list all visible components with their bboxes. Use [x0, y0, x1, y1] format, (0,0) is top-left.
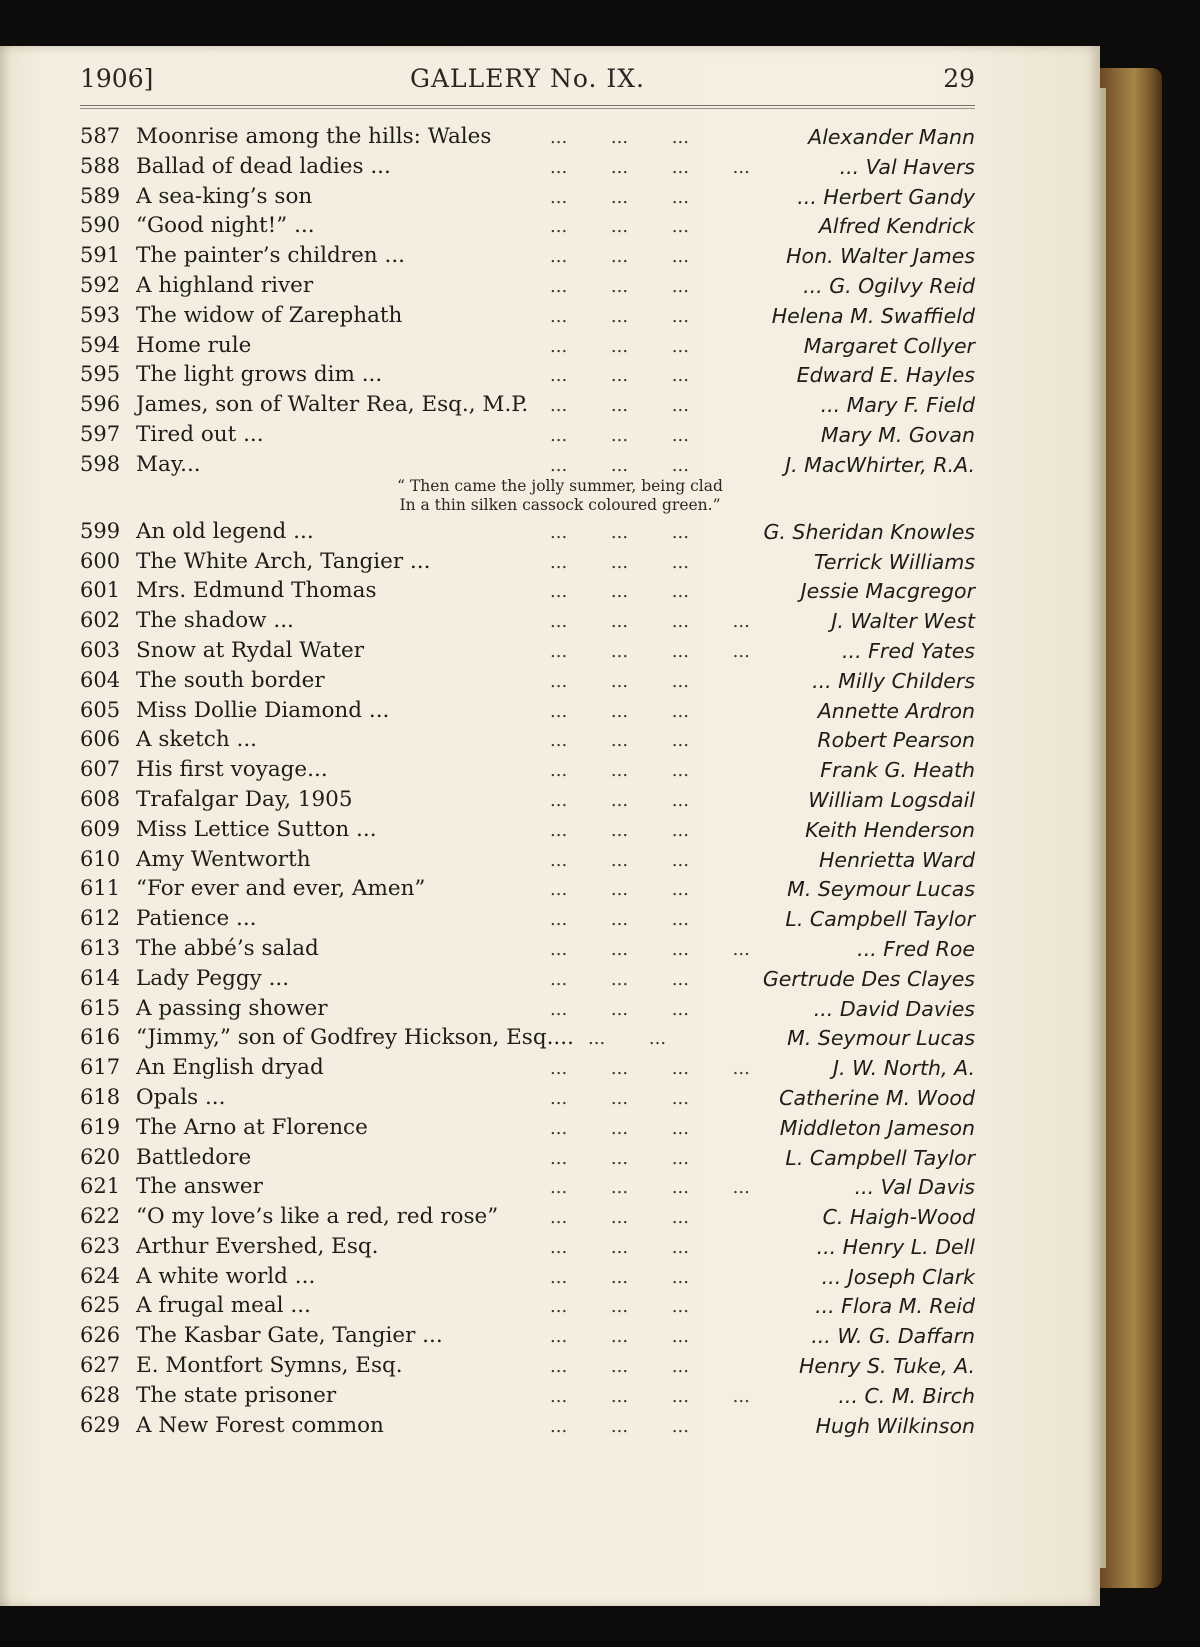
leader-dots: ... ... ...: [550, 521, 689, 543]
entry-title: May...: [136, 451, 201, 477]
catalogue-entry: [80, 420, 975, 450]
entry-title: The state prisoner: [136, 1382, 337, 1408]
catalogue-entry: [80, 152, 975, 182]
entry-title: Snow at Rydal Water: [136, 637, 364, 663]
entry-artist: G. Sheridan Knowles: [763, 519, 975, 544]
leader-dots: ... ... ...: [550, 1296, 689, 1318]
catalogue-entry: [80, 1381, 975, 1411]
header-year: 1906]: [80, 64, 154, 93]
catalogue-entry: [80, 271, 975, 301]
leader-dots: ... ... ...: [550, 1207, 689, 1229]
entry-artist: Edward E. Hayles: [796, 363, 975, 388]
leader-dots: ... ... ...: [550, 1266, 689, 1288]
leader-dots: ... ... ...: [550, 246, 689, 268]
entry-title: His first voyage...: [136, 757, 328, 783]
entry-artist: C. Haigh-Wood: [822, 1205, 975, 1230]
leader-dots: ... ... ...: [550, 1236, 689, 1258]
entry-title: A passing shower: [136, 995, 328, 1021]
leader-dots: ... ...: [588, 1028, 667, 1050]
leader-dots: ... ... ...: [550, 275, 689, 297]
entry-number: 616: [80, 1025, 121, 1050]
catalogue-entry: [80, 696, 975, 726]
entry-number: 600: [80, 548, 121, 573]
entry-number: 628: [80, 1382, 121, 1407]
entry-number: 606: [80, 727, 121, 752]
entry-artist: M. Seymour Lucas: [787, 1026, 975, 1051]
leader-dots: ... ... ... ...: [550, 156, 750, 178]
entry-artist: William Logsdail: [808, 787, 975, 812]
entry-number: 596: [80, 392, 121, 417]
entry-title: A New Forest common: [136, 1412, 384, 1438]
entry-number: 588: [80, 153, 121, 178]
entry-number: 615: [80, 995, 121, 1020]
entry-title: The answer: [136, 1174, 263, 1200]
entry-number: 611: [80, 876, 121, 901]
catalogue-entry: [80, 1262, 975, 1292]
catalogue-entry: [80, 1023, 975, 1053]
catalogue-entry: [80, 1411, 975, 1441]
entry-title: An old legend ...: [136, 518, 314, 544]
entry-number: 603: [80, 637, 121, 662]
catalogue-entry: [80, 517, 975, 547]
entry-number: 602: [80, 608, 121, 633]
entry-title: The south border: [136, 667, 325, 693]
entry-artist: ... Val Davis: [854, 1175, 975, 1200]
catalogue-entry: [80, 725, 975, 755]
entry-title: Amy Wentworth: [136, 846, 311, 872]
entry-title: Patience ...: [136, 906, 257, 932]
entry-number: 623: [80, 1233, 121, 1258]
catalogue-entry: [80, 964, 975, 994]
entry-title: A sketch ...: [136, 727, 258, 753]
entry-number: 607: [80, 757, 121, 782]
entry-artist: J. W. North, A.: [833, 1056, 975, 1081]
leader-dots: ... ... ...: [550, 1087, 689, 1109]
entry-artist: ... Mary F. Field: [820, 393, 975, 418]
catalogue-entry: [80, 1172, 975, 1202]
catalogue-entry: [80, 904, 975, 934]
leader-dots: ... ... ...: [550, 395, 689, 417]
entry-number: 591: [80, 243, 121, 268]
entry-number: 601: [80, 578, 121, 603]
catalogue-entry: [80, 182, 975, 212]
entry-title: Miss Lettice Sutton ...: [136, 816, 377, 842]
entry-title: The Kasbar Gate, Tangier ...: [136, 1323, 443, 1349]
entry-number: 594: [80, 332, 121, 357]
leader-dots: ... ... ...: [550, 1147, 689, 1169]
entry-artist: ... W. G. Daffarn: [811, 1324, 975, 1349]
entry-artist: ... Milly Childers: [812, 668, 975, 693]
catalogue-entry: [80, 1202, 975, 1232]
entry-number: 609: [80, 816, 121, 841]
leader-dots: ... ... ...: [550, 1415, 689, 1437]
leader-dots: ... ... ...: [550, 424, 689, 446]
catalogue-entry: [80, 1351, 975, 1381]
catalogue-entry: [80, 636, 975, 666]
quotation-line: “ Then came the jolly summer, being clad: [397, 476, 723, 495]
entry-title: A frugal meal ...: [136, 1293, 311, 1319]
entry-title: The light grows dim ...: [136, 362, 383, 388]
entry-title: Home rule: [136, 332, 252, 358]
entry-artist: ... Henry L. Dell: [816, 1234, 975, 1259]
entry-artist: Annette Ardron: [817, 698, 975, 723]
entry-number: 597: [80, 421, 121, 446]
entry-quotation: [300, 477, 820, 515]
catalogue-entry: [80, 666, 975, 696]
entry-title: A sea-king’s son: [136, 183, 313, 209]
entry-number: 592: [80, 272, 121, 297]
entry-artist: Margaret Collyer: [803, 333, 975, 358]
entry-number: 613: [80, 935, 121, 960]
entry-artist: Jessie Macgregor: [800, 579, 975, 604]
catalogue-entry: [80, 122, 975, 152]
entry-title: Battledore: [136, 1144, 252, 1170]
entry-number: 622: [80, 1204, 121, 1229]
leader-dots: ... ... ...: [550, 1356, 689, 1378]
entry-artist: Henrietta Ward: [818, 847, 975, 872]
catalogue-entry: [80, 845, 975, 875]
entry-title: Arthur Evershed, Esq.: [136, 1233, 379, 1259]
entry-number: 629: [80, 1412, 121, 1437]
entry-title: The widow of Zarephath: [136, 302, 403, 328]
entry-title: Trafalgar Day, 1905: [136, 786, 353, 812]
entry-title: Opals ...: [136, 1084, 226, 1110]
entry-artist: Gertrude Des Clayes: [762, 966, 975, 991]
entry-number: 620: [80, 1144, 121, 1169]
leader-dots: ... ... ...: [550, 186, 689, 208]
entry-artist: Helena M. Swaffield: [771, 303, 975, 328]
catalogue-entry: [80, 331, 975, 361]
catalogue-entry: [80, 1291, 975, 1321]
catalogue-entry: [80, 1113, 975, 1143]
running-header: [80, 64, 975, 104]
entry-number: 598: [80, 451, 121, 476]
entry-title: E. Montfort Symns, Esq.: [136, 1353, 403, 1379]
entry-artist: Hugh Wilkinson: [815, 1413, 975, 1438]
entry-artist: Terrick Williams: [813, 549, 975, 574]
entry-artist: L. Campbell Taylor: [785, 1145, 975, 1170]
entry-number: 612: [80, 906, 121, 931]
leader-dots: ... ... ...: [550, 730, 689, 752]
leader-dots: ... ... ... ...: [550, 611, 750, 633]
catalogue-entry: [80, 874, 975, 904]
entry-title: The painter’s children ...: [136, 243, 405, 269]
catalogue-entry: [80, 1321, 975, 1351]
catalogue-entry: [80, 815, 975, 845]
entry-number: 590: [80, 213, 121, 238]
book-spine: [1100, 68, 1162, 1588]
entry-number: 617: [80, 1055, 121, 1080]
leader-dots: ... ... ...: [550, 909, 689, 931]
entry-number: 625: [80, 1293, 121, 1318]
catalogue-entry: [80, 1053, 975, 1083]
catalogue-entry: [80, 606, 975, 636]
leader-dots: ... ... ... ...: [550, 1385, 750, 1407]
entry-artist: ... Flora M. Reid: [815, 1294, 975, 1319]
entry-artist: Robert Pearson: [817, 728, 975, 753]
leader-dots: ... ... ...: [550, 760, 689, 782]
leader-dots: ... ... ...: [550, 670, 689, 692]
entry-title: Lady Peggy ...: [136, 965, 290, 991]
entry-artist: ... Fred Roe: [857, 936, 975, 961]
entry-title: An English dryad: [136, 1055, 324, 1081]
entry-title: “Good night!” ...: [136, 213, 315, 239]
entry-artist: Keith Henderson: [805, 817, 975, 842]
entry-title: A white world ...: [136, 1263, 316, 1289]
entry-title: James, son of Walter Rea, Esq., M.P.: [136, 392, 529, 418]
leader-dots: ... ... ...: [550, 335, 689, 357]
entry-title: Moonrise among the hills: Wales: [136, 124, 492, 149]
entry-artist: M. Seymour Lucas: [787, 877, 975, 902]
catalogue-entry: [80, 785, 975, 815]
entry-number: 627: [80, 1353, 121, 1378]
entry-title: Ballad of dead ladies ...: [136, 153, 391, 179]
catalogue-entry: [80, 360, 975, 390]
leader-dots: ... ... ...: [550, 849, 689, 871]
catalogue-entry: [80, 211, 975, 241]
entry-number: 618: [80, 1084, 121, 1109]
leader-dots: ... ... ...: [550, 305, 689, 327]
catalogue-list: [80, 122, 975, 1440]
entry-artist: Alexander Mann: [808, 125, 975, 149]
entry-number: 619: [80, 1114, 121, 1139]
entry-number: 610: [80, 846, 121, 871]
entry-title: The Arno at Florence: [136, 1114, 368, 1140]
catalogue-entry: [80, 1232, 975, 1262]
entry-number: 604: [80, 667, 121, 692]
catalogue-entry: [80, 755, 975, 785]
entry-title: “O my love’s like a red, red rose”: [136, 1204, 499, 1230]
catalogue-entry: [80, 547, 975, 577]
entry-title: Mrs. Edmund Thomas: [136, 578, 377, 604]
leader-dots: ... ... ...: [550, 819, 689, 841]
entry-title: “For ever and ever, Amen”: [136, 876, 426, 902]
leader-dots: ... ... ...: [550, 365, 689, 387]
entry-title: “Jimmy,” son of Godfrey Hickson, Esq....: [136, 1025, 574, 1051]
header-rule: [80, 105, 975, 109]
leader-dots: ... ... ...: [550, 216, 689, 238]
entry-title: Miss Dollie Diamond ...: [136, 697, 390, 723]
header-gallery-title: GALLERY No. IX.: [410, 64, 645, 93]
catalogue-entry: [80, 241, 975, 271]
leader-dots: ... ... ...: [550, 789, 689, 811]
leader-dots: ... ... ...: [550, 1326, 689, 1348]
entry-artist: J. Walter West: [831, 609, 975, 634]
quotation-line: In a thin silken cassock coloured green.”: [399, 495, 721, 514]
catalogue-entry: [80, 576, 975, 606]
entry-title: Tired out ...: [136, 421, 264, 447]
entry-number: 624: [80, 1263, 121, 1288]
entry-artist: ... Herbert Gandy: [797, 184, 975, 209]
leader-dots: ... ... ...: [550, 127, 689, 148]
entry-artist: Mary M. Govan: [820, 422, 975, 447]
entry-title: The shadow ...: [136, 608, 294, 634]
entry-artist: ... Joseph Clark: [821, 1264, 975, 1289]
entry-artist: Alfred Kendrick: [818, 214, 975, 239]
entry-number: 599: [80, 518, 121, 543]
leader-dots: ... ... ...: [550, 998, 689, 1020]
leader-dots: ... ... ...: [550, 454, 689, 476]
catalogue-entry: [80, 390, 975, 420]
entry-artist: ... C. M. Birch: [838, 1383, 975, 1408]
entry-title: The White Arch, Tangier ...: [136, 548, 431, 574]
entry-artist: ... Val Havers: [839, 154, 975, 179]
leader-dots: ... ... ...: [550, 879, 689, 901]
entry-number: 605: [80, 697, 121, 722]
entry-number: 621: [80, 1174, 121, 1199]
leader-dots: ... ... ... ...: [550, 640, 750, 662]
entry-artist: ... Fred Yates: [842, 638, 975, 663]
leader-dots: ... ... ... ...: [550, 1058, 750, 1080]
leader-dots: ... ... ...: [550, 581, 689, 603]
catalogue-entry: [80, 934, 975, 964]
entry-number: 608: [80, 786, 121, 811]
leader-dots: ... ... ...: [550, 1117, 689, 1139]
entry-number: 593: [80, 302, 121, 327]
entry-title: A highland river: [136, 272, 314, 298]
catalogue-entry: [80, 994, 975, 1024]
entry-artist: Middleton Jameson: [779, 1115, 975, 1140]
leader-dots: ... ... ...: [550, 700, 689, 722]
entry-artist: L. Campbell Taylor: [785, 907, 975, 932]
entry-artist: Hon. Walter James: [786, 244, 975, 269]
entry-number: 595: [80, 362, 121, 387]
entry-number: 587: [80, 124, 121, 148]
entry-artist: ... David Davies: [813, 996, 975, 1021]
catalogue-entry: [80, 1143, 975, 1173]
entry-artist: Catherine M. Wood: [779, 1085, 975, 1110]
entry-artist: Henry S. Tuke, A.: [798, 1354, 975, 1379]
leader-dots: ... ... ...: [550, 968, 689, 990]
leader-dots: ... ... ... ...: [550, 1177, 750, 1199]
entry-number: 589: [80, 183, 121, 208]
entry-artist: ... G. Ogilvy Reid: [803, 273, 975, 298]
header-page-number: 29: [943, 64, 975, 93]
entry-number: 614: [80, 965, 121, 990]
catalogue-entry: [80, 1083, 975, 1113]
entry-artist: Frank G. Heath: [820, 758, 975, 783]
catalogue-entry: [80, 450, 975, 517]
leader-dots: ... ... ... ...: [550, 938, 750, 960]
entry-title: The abbé’s salad: [136, 935, 319, 961]
entry-artist: J. MacWhirter, R.A.: [785, 452, 975, 477]
entry-number: 626: [80, 1323, 121, 1348]
leader-dots: ... ... ...: [550, 551, 689, 573]
catalogue-entry: [80, 301, 975, 331]
